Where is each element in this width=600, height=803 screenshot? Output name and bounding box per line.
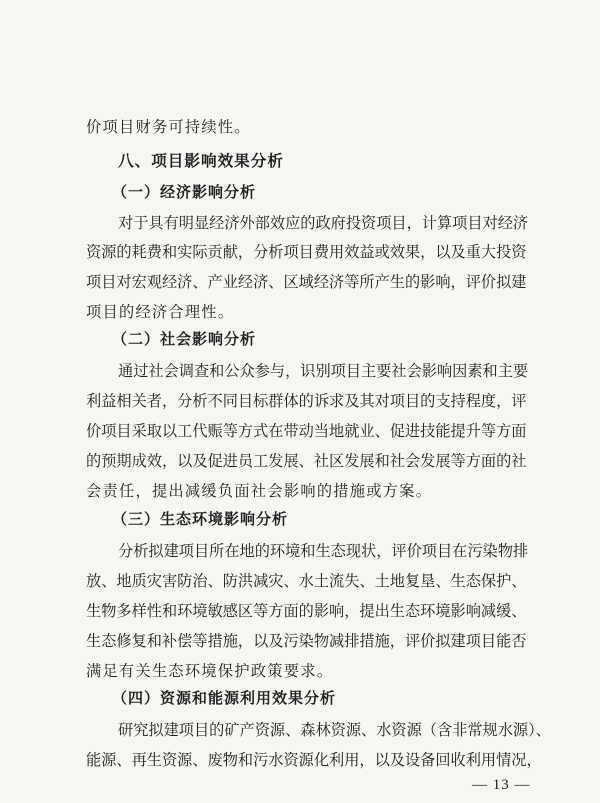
body-text-line: 利益相关者，分析不同目标群体的诉求及其对项目的支持程度，评: [86, 392, 527, 410]
body-text-line: 资源的耗费和实际贡献，分析项目费用效益或效果，以及重大投资: [86, 243, 527, 261]
body-text-line: 价项目财务可持续性。: [86, 118, 251, 136]
body-text-line: 项目对宏观经济、产业经济、区域经济等所产生的影响，评价拟建: [86, 273, 527, 291]
page-number: — 13 —: [472, 777, 531, 793]
subsection-heading: （二）社会影响分析: [112, 330, 257, 348]
subsection-heading: （三）生态环境影响分析: [112, 510, 289, 528]
subsection-heading: （一）经济影响分析: [112, 183, 257, 201]
body-text-line: 研究拟建项目的矿产资源、森林资源、水资源（含非常规水源）、: [118, 721, 551, 739]
body-text-line: 的预期成效，以及促进员工发展、社区发展和社会发展等方面的社: [86, 452, 527, 470]
body-text-line: 对于具有明显经济外部效应的政府投资项目，计算项目对经济: [118, 214, 529, 232]
body-text-line: 生态修复和补偿等措施，以及污染物减排措施，评价拟建项目能否: [86, 632, 527, 650]
body-text-line: 生物多样性和环境敏感区等方面的影响，提出生态环境影响减缓、: [86, 602, 527, 620]
body-text-line: 能源、再生资源、废物和污水资源化利用，以及设备回收利用情况，: [86, 751, 542, 769]
section-heading: 八、项目影响效果分析: [118, 152, 284, 170]
subsection-heading: （四）资源和能源利用效果分析: [112, 689, 337, 707]
body-text-line: 分析拟建项目所在地的环境和生态现状，评价项目在污染物排: [118, 542, 529, 560]
body-text-line: 满足有关生态环境保护政策要求。: [86, 662, 334, 680]
body-text-line: 会责任，提出减缓负面社会影响的措施或方案。: [86, 482, 433, 500]
body-text-line: 项目的经济合理性。: [86, 303, 235, 321]
body-text-line: 通过社会调查和公众参与，识别项目主要社会影响因素和主要: [118, 362, 529, 380]
body-text-line: 放、地质灾害防治、防洪减灾、水土流失、土地复垦、生态保护、: [86, 572, 527, 590]
body-text-line: 价项目采取以工代赈等方式在带动当地就业、促进技能提升等方面: [86, 422, 527, 440]
